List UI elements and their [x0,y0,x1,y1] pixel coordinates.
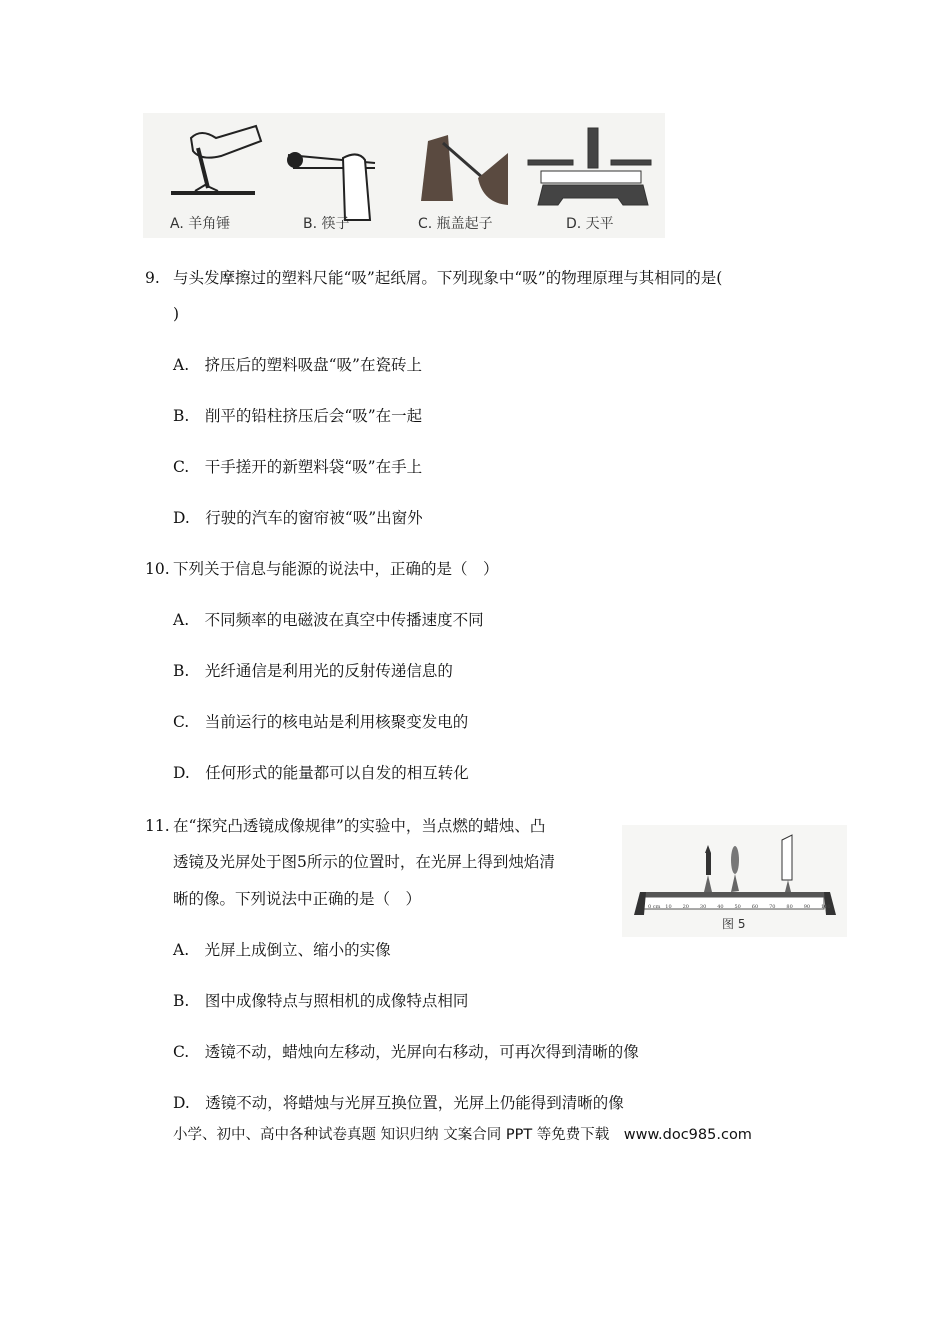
figure-levers [143,113,665,238]
caption-d: D. 天平 [566,216,614,232]
q10-number: 10. [145,560,170,578]
q11-stem-3: 晰的像。下列说法中正确的是（ ） [173,890,422,908]
ruler-tick-label: 60 [751,904,759,910]
figure-5-optical-bench [622,825,847,937]
caption-b: B. 筷子 [303,216,350,232]
q11-stem-2: 透镜及光屏处于图5所示的位置时，在光屏上得到烛焰清 [173,853,555,871]
claw-hammer-illustration [171,126,261,193]
ruler-tick-label: 0 cm [648,904,661,910]
ruler-tick-label: 90 [803,904,811,910]
q11-option-c: C. 透镜不动，蜡烛向左移动，光屏向右移动，可再次得到清晰的像 [173,1043,639,1061]
caption-c: C. 瓶盖起子 [418,216,493,232]
ruler-ticks [622,898,847,912]
q10-option-c: C. 当前运行的核电站是利用核聚变发电的 [173,713,469,731]
q10-stem: 下列关于信息与能源的说法中，正确的是（ ） [173,560,499,578]
ruler-tick-label: 80 [786,904,793,910]
q11-option-b: B. 图中成像特点与照相机的成像特点相同 [173,992,469,1010]
q10-option-a: A. 不同频率的电磁波在真空中传播速度不同 [173,611,484,629]
ruler-tick-label: 70 [769,904,776,910]
q11-number: 11. [145,817,170,835]
q11-stem-1: 在“探究凸透镜成像规律”的实验中，当点燃的蜡烛、凸 [173,817,546,835]
q10-option-d: D. 任何形式的能量都可以自发的相互转化 [173,764,469,782]
ruler-tick-label: 20 [682,904,689,910]
ruler-tick-label: 10 [665,904,672,910]
balance-scale-illustration [528,128,651,205]
q9-option-c: C. 干手搓开的新塑料袋“吸”在手上 [173,458,423,476]
q11-option-d: D. 透镜不动，将蜡烛与光屏互换位置，光屏上仍能得到清晰的像 [173,1094,624,1112]
q9-option-a: A. 挤压后的塑料吸盘“吸”在瓷砖上 [173,356,422,374]
ruler-tick-label: 50 [734,904,741,910]
ruler-tick-label: 40 [717,904,724,910]
bottle-opener-illustration [421,135,508,205]
q9-stem-2: ) [173,305,180,323]
q9-option-b: B. 削平的铅柱挤压后会“吸”在一起 [173,407,423,425]
screen-icon [782,835,792,892]
q9-option-d: D. 行驶的汽车的窗帘被“吸”出窗外 [173,509,423,527]
ruler-tick-label: 100 [821,904,831,910]
q9-number: 9. [145,269,160,287]
footer-text: 小学、初中、高中各种试卷真题 知识归纳 文案合同 PPT 等免费下载 www.doc985.com [173,1127,752,1143]
ruler-tick-label: 30 [699,904,707,910]
chopsticks-illustration [288,153,375,220]
lens-icon [731,846,739,892]
caption-a: A. 羊角锤 [170,216,231,232]
candle-icon [704,845,712,892]
q9-stem-1: 与头发摩擦过的塑料尺能“吸”起纸屑。下列现象中“吸”的物理原理与其相同的是( [173,269,723,287]
q10-option-b: B. 光纤通信是利用光的反射传递信息的 [173,662,453,680]
q11-option-a: A. 光屏上成倒立、缩小的实像 [173,941,391,959]
figure-5-caption: 图 5 [722,917,746,931]
